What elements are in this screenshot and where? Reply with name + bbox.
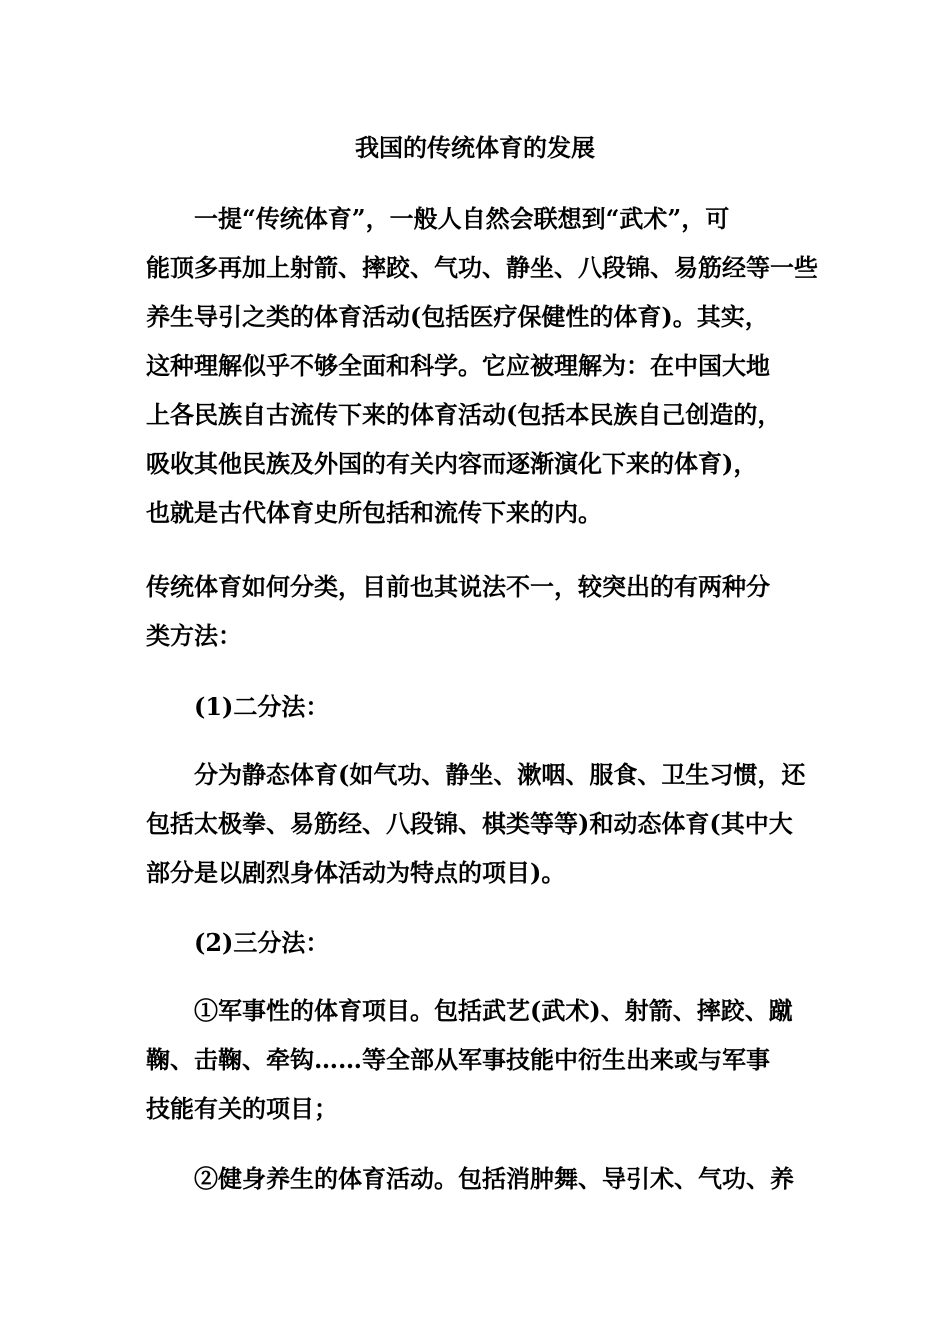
paragraph-two-part-method: [146, 750, 826, 897]
text-line: 分为静态体育(如气功、静坐、漱咽、服食、卫生习惯，还: [194, 760, 806, 789]
text-line: 传统体育如何分类，目前也其说法不一，较突出的有两种分: [146, 572, 770, 601]
paragraph-intro: [146, 194, 826, 537]
text-line: 养生导引之类的体育活动(包括医疗保健性的体育)。其实，: [146, 302, 769, 331]
paragraph-health-sports: [146, 1154, 826, 1203]
text-line: 鞠、击鞠、牵钩……等全部从军事技能中衍生出来或与军事: [146, 1045, 770, 1074]
text-line: 能顶多再加上射箭、摔跤、气功、静坐、八段锦、易筋经等一些: [146, 253, 818, 282]
heading-three-part-method: [146, 918, 826, 967]
text-line: 技能有关的项目；: [146, 1094, 338, 1123]
text-line: 这种理解似乎不够全面和科学。它应被理解为：在中国大地: [146, 351, 770, 380]
text-line: ②健身养生的体育活动。包括消肿舞、导引术、气功、养: [194, 1164, 794, 1193]
paragraph-military-sports: [146, 986, 826, 1133]
paragraph-classification: [146, 562, 826, 660]
text-line: (1)二分法：: [194, 692, 330, 721]
text-line: 也就是古代体育史所包括和流传下来的内。: [146, 498, 602, 527]
document-title: 我国的传统体育的发展: [355, 133, 595, 162]
text-line: 上各民族自古流传下来的体育活动(包括本民族自己创造的，: [146, 400, 782, 429]
text-line: 部分是以剧烈身体活动为特点的项目)。: [146, 858, 566, 887]
text-line: ①军事性的体育项目。包括武艺(武术)、射箭、摔跤、蹴: [194, 996, 793, 1025]
text-line: 吸收其他民族及外国的有关内容而逐渐演化下来的体育)，: [146, 449, 758, 478]
heading-two-part-method: [146, 682, 826, 731]
text-line: 一提“传统体育”，一般人自然会联想到“武术”，可: [194, 204, 730, 233]
text-line: 类方法：: [146, 621, 242, 650]
text-line: (2)三分法：: [194, 928, 330, 957]
text-line: 包括太极拳、易筋经、八段锦、棋类等等)和动态体育(其中大: [146, 809, 793, 838]
